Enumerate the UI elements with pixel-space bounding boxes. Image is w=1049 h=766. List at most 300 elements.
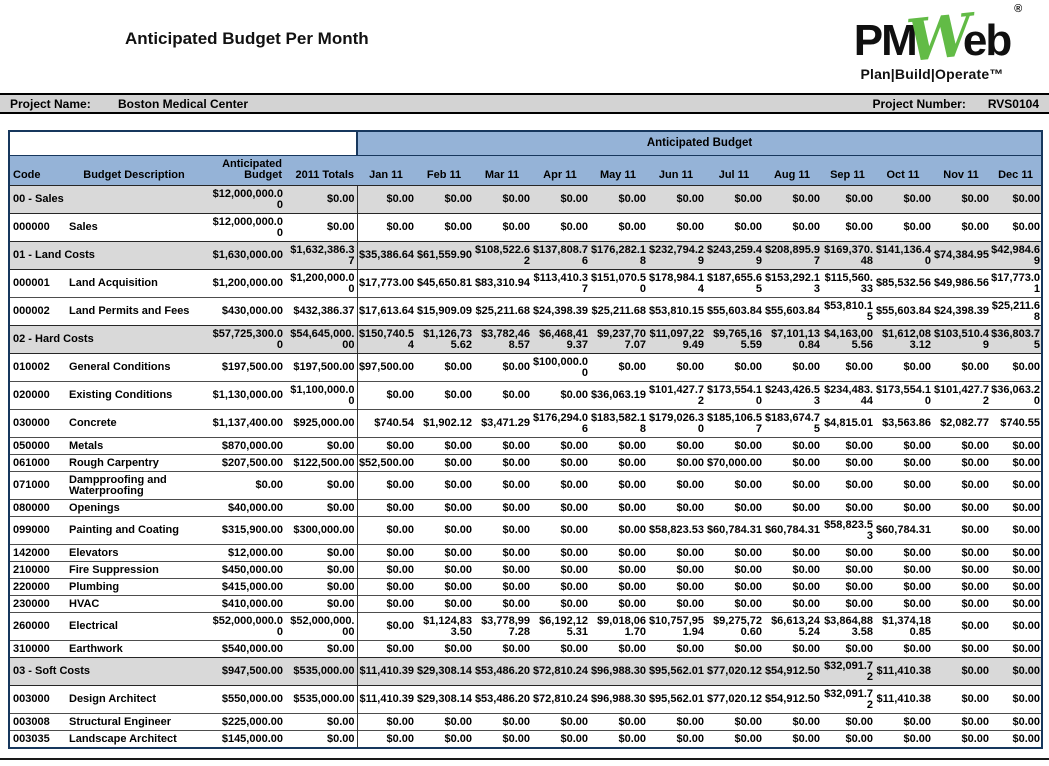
value-cell: $0.00: [473, 731, 531, 749]
value-cell: $0.00: [821, 562, 874, 579]
value-cell: $0.00: [763, 596, 821, 613]
value-cell: $54,912.50: [763, 658, 821, 686]
value-cell: $0.00: [932, 596, 990, 613]
value-cell: $0.00: [705, 731, 763, 749]
value-cell: $0.00: [357, 186, 415, 214]
value-cell: $0.00: [990, 500, 1042, 517]
value-cell: $0.00: [589, 579, 647, 596]
value-cell: $11,410.38: [874, 686, 932, 714]
value-cell: $101,427.72: [647, 382, 705, 410]
column-header-2011-totals: 2011 Totals: [285, 156, 357, 186]
value-cell: $103,510.49: [932, 326, 990, 354]
column-header-may: May 11: [589, 156, 647, 186]
value-cell: $0.00: [990, 714, 1042, 731]
value-cell: $4,815.01: [821, 410, 874, 438]
section-label: 02 - Hard Costs: [9, 326, 207, 354]
value-cell: $0.00: [531, 517, 589, 545]
value-cell: $0.00: [932, 714, 990, 731]
value-cell: $0.00: [415, 596, 473, 613]
value-cell: $53,486.20: [473, 686, 531, 714]
value-cell: $0.00: [285, 579, 357, 596]
value-cell: $243,426.53: [763, 382, 821, 410]
value-cell: $96,988.30: [589, 686, 647, 714]
value-cell: $176,282.18: [589, 242, 647, 270]
value-cell: $432,386.37: [285, 298, 357, 326]
value-cell: $1,130,000.00: [207, 382, 285, 410]
value-cell: $36,063.20: [990, 382, 1042, 410]
value-cell: $6,613,245.24: [763, 613, 821, 641]
value-cell: $0.00: [932, 500, 990, 517]
column-header-dec: Dec 11: [990, 156, 1042, 186]
value-cell: $151,070.50: [589, 270, 647, 298]
value-cell: $0.00: [589, 596, 647, 613]
value-cell: $0.00: [357, 613, 415, 641]
value-cell: $0.00: [932, 686, 990, 714]
value-cell: $74,384.95: [932, 242, 990, 270]
column-header-description: Budget Description: [61, 156, 207, 186]
value-cell: $3,778,997.28: [473, 613, 531, 641]
value-cell: $0.00: [589, 438, 647, 455]
section-label: 00 - Sales: [9, 186, 207, 214]
value-cell: $0.00: [531, 714, 589, 731]
value-cell: $870,000.00: [207, 438, 285, 455]
value-cell: $72,810.24: [531, 686, 589, 714]
value-cell: $0.00: [589, 214, 647, 242]
value-cell: $0.00: [285, 562, 357, 579]
budget-row: [9, 613, 1042, 641]
project-number-value: RVS0104: [987, 96, 1039, 111]
value-cell: $197,500.00: [285, 354, 357, 382]
value-cell: $52,000,000.00: [207, 613, 285, 641]
value-cell: $0.00: [415, 562, 473, 579]
budget-row: [9, 579, 1042, 596]
value-cell: $97,500.00: [357, 354, 415, 382]
value-cell: $0.00: [874, 214, 932, 242]
budget-row: [9, 455, 1042, 472]
value-cell: $178,984.14: [647, 270, 705, 298]
value-cell: $0.00: [705, 438, 763, 455]
value-cell: $0.00: [531, 455, 589, 472]
row-description: Land Acquisition: [61, 270, 207, 298]
value-cell: $3,563.86: [874, 410, 932, 438]
value-cell: $17,613.64: [357, 298, 415, 326]
value-cell: $0.00: [932, 354, 990, 382]
value-cell: $0.00: [589, 500, 647, 517]
section-row: [9, 242, 1042, 270]
value-cell: $0.00: [874, 455, 932, 472]
row-code: 050000: [9, 438, 61, 455]
value-cell: $0.00: [647, 354, 705, 382]
value-cell: $0.00: [763, 562, 821, 579]
value-cell: $0.00: [821, 186, 874, 214]
value-cell: $550,000.00: [207, 686, 285, 714]
value-cell: $0.00: [531, 214, 589, 242]
row-code: 080000: [9, 500, 61, 517]
value-cell: $208,895.97: [763, 242, 821, 270]
value-cell: $0.00: [763, 500, 821, 517]
value-cell: $0.00: [415, 186, 473, 214]
value-cell: $0.00: [473, 354, 531, 382]
value-cell: $1,137,400.00: [207, 410, 285, 438]
value-cell: $17,773.01: [990, 270, 1042, 298]
value-cell: $0.00: [531, 438, 589, 455]
value-cell: $0.00: [357, 641, 415, 658]
value-cell: $0.00: [705, 562, 763, 579]
value-cell: $70,000.00: [705, 455, 763, 472]
value-cell: $0.00: [874, 354, 932, 382]
value-cell: $179,026.30: [647, 410, 705, 438]
value-cell: $0.00: [473, 472, 531, 500]
column-header-aug: Aug 11: [763, 156, 821, 186]
value-cell: $450,000.00: [207, 562, 285, 579]
value-cell: $0.00: [415, 641, 473, 658]
value-cell: $1,200,000.00: [207, 270, 285, 298]
value-cell: $0.00: [531, 596, 589, 613]
row-code: 210000: [9, 562, 61, 579]
budget-row: [9, 298, 1042, 326]
value-cell: $0.00: [705, 354, 763, 382]
value-cell: $0.00: [415, 455, 473, 472]
row-code: 260000: [9, 613, 61, 641]
value-cell: $0.00: [932, 517, 990, 545]
value-cell: $0.00: [705, 714, 763, 731]
value-cell: $0.00: [647, 472, 705, 500]
corner-cell: [9, 131, 357, 156]
value-cell: $0.00: [589, 472, 647, 500]
value-cell: $740.55: [990, 410, 1042, 438]
value-cell: $0.00: [285, 500, 357, 517]
value-cell: $7,101,130.84: [763, 326, 821, 354]
value-cell: $0.00: [415, 714, 473, 731]
value-cell: $61,559.90: [415, 242, 473, 270]
column-header-jun: Jun 11: [647, 156, 705, 186]
value-cell: $0.00: [821, 731, 874, 749]
section-label: 01 - Land Costs: [9, 242, 207, 270]
value-cell: $0.00: [874, 714, 932, 731]
row-description: Landscape Architect: [61, 731, 207, 749]
value-cell: $0.00: [932, 562, 990, 579]
value-cell: $0.00: [705, 500, 763, 517]
value-cell: $0.00: [285, 714, 357, 731]
value-cell: $0.00: [763, 641, 821, 658]
value-cell: $169,370.48: [821, 242, 874, 270]
value-cell: $197,500.00: [207, 354, 285, 382]
value-cell: $0.00: [821, 579, 874, 596]
value-cell: $173,554.10: [705, 382, 763, 410]
value-cell: $0.00: [473, 714, 531, 731]
value-cell: $0.00: [990, 562, 1042, 579]
value-cell: $29,308.14: [415, 686, 473, 714]
value-cell: $0.00: [874, 731, 932, 749]
value-cell: $0.00: [357, 438, 415, 455]
value-cell: $0.00: [763, 714, 821, 731]
value-cell: $83,310.94: [473, 270, 531, 298]
column-header-apr: Apr 11: [531, 156, 589, 186]
value-cell: $0.00: [589, 641, 647, 658]
value-cell: $0.00: [473, 641, 531, 658]
value-cell: $925,000.00: [285, 410, 357, 438]
row-description: Metals: [61, 438, 207, 455]
value-cell: $0.00: [932, 545, 990, 562]
value-cell: $0.00: [763, 186, 821, 214]
logo-green-w: W: [903, 0, 976, 76]
value-cell: $53,486.20: [473, 658, 531, 686]
value-cell: $0.00: [821, 455, 874, 472]
span-header-row: [9, 131, 1042, 156]
value-cell: $0.00: [473, 579, 531, 596]
section-label: 03 - Soft Costs: [9, 658, 207, 686]
row-description: Concrete: [61, 410, 207, 438]
value-cell: $0.00: [415, 579, 473, 596]
row-code: 000002: [9, 298, 61, 326]
value-cell: $1,124,833.50: [415, 613, 473, 641]
value-cell: $0.00: [473, 500, 531, 517]
value-cell: $0.00: [647, 562, 705, 579]
budget-row: [9, 410, 1042, 438]
value-cell: $0.00: [932, 186, 990, 214]
value-cell: $0.00: [874, 545, 932, 562]
project-name-label: Project Name:: [10, 96, 91, 111]
value-cell: $0.00: [821, 472, 874, 500]
value-cell: $1,632,386.37: [285, 242, 357, 270]
value-cell: $0.00: [589, 186, 647, 214]
value-cell: $55,603.84: [763, 298, 821, 326]
value-cell: $0.00: [821, 354, 874, 382]
value-cell: $0.00: [647, 714, 705, 731]
row-code: 003035: [9, 731, 61, 749]
value-cell: $77,020.12: [705, 658, 763, 686]
budget-table-body: [9, 186, 1042, 749]
value-cell: $1,630,000.00: [207, 242, 285, 270]
value-cell: $0.00: [932, 472, 990, 500]
value-cell: $0.00: [415, 354, 473, 382]
value-cell: $0.00: [285, 596, 357, 613]
value-cell: $0.00: [285, 731, 357, 749]
project-number-label: Project Number:: [872, 96, 966, 111]
value-cell: $0.00: [531, 579, 589, 596]
value-cell: $0.00: [763, 455, 821, 472]
value-cell: $0.00: [531, 382, 589, 410]
value-cell: $0.00: [415, 517, 473, 545]
row-code: 000001: [9, 270, 61, 298]
anticipated-budget-table: [8, 130, 1043, 749]
column-header-sep: Sep 11: [821, 156, 874, 186]
value-cell: $57,725,300.00: [207, 326, 285, 354]
value-cell: $0.00: [589, 354, 647, 382]
project-name-value: Boston Medical Center: [118, 96, 249, 111]
value-cell: $12,000.00: [207, 545, 285, 562]
column-header-jul: Jul 11: [705, 156, 763, 186]
value-cell: $0.00: [647, 641, 705, 658]
value-cell: $60,784.31: [705, 517, 763, 545]
value-cell: $0.00: [647, 596, 705, 613]
value-cell: $0.00: [357, 214, 415, 242]
row-code: 099000: [9, 517, 61, 545]
value-cell: $0.00: [415, 214, 473, 242]
value-cell: $740.54: [357, 410, 415, 438]
value-cell: $11,097,229.49: [647, 326, 705, 354]
row-code: 010002: [9, 354, 61, 382]
row-description: Existing Conditions: [61, 382, 207, 410]
column-header-row: [9, 156, 1042, 186]
row-description: Painting and Coating: [61, 517, 207, 545]
value-cell: $176,294.06: [531, 410, 589, 438]
value-cell: $0.00: [473, 596, 531, 613]
value-cell: $315,900.00: [207, 517, 285, 545]
value-cell: $1,126,735.62: [415, 326, 473, 354]
value-cell: $1,200,000.00: [285, 270, 357, 298]
budget-row: [9, 472, 1042, 500]
value-cell: $410,000.00: [207, 596, 285, 613]
budget-row: [9, 214, 1042, 242]
value-cell: $32,091.72: [821, 686, 874, 714]
row-description: Plumbing: [61, 579, 207, 596]
pmweb-logo: [827, 0, 1037, 82]
budget-row: [9, 438, 1042, 455]
row-description: General Conditions: [61, 354, 207, 382]
row-description: Dampproofing and Waterproofing: [61, 472, 207, 500]
value-cell: $0.00: [415, 500, 473, 517]
value-cell: $430,000.00: [207, 298, 285, 326]
value-cell: $0.00: [763, 214, 821, 242]
value-cell: $0.00: [932, 579, 990, 596]
budget-row: [9, 545, 1042, 562]
value-cell: $0.00: [357, 545, 415, 562]
value-cell: $58,823.53: [647, 517, 705, 545]
value-cell: $0.00: [990, 472, 1042, 500]
value-cell: $6,468,419.37: [531, 326, 589, 354]
value-cell: $9,765,165.59: [705, 326, 763, 354]
value-cell: $0.00: [589, 731, 647, 749]
value-cell: $60,784.31: [874, 517, 932, 545]
value-cell: $0.00: [357, 500, 415, 517]
value-cell: $0.00: [647, 545, 705, 562]
value-cell: $3,471.29: [473, 410, 531, 438]
value-cell: $0.00: [705, 641, 763, 658]
value-cell: $0.00: [415, 545, 473, 562]
value-cell: $1,902.12: [415, 410, 473, 438]
budget-row: [9, 517, 1042, 545]
value-cell: $122,500.00: [285, 455, 357, 472]
value-cell: $85,532.56: [874, 270, 932, 298]
value-cell: $153,292.13: [763, 270, 821, 298]
value-cell: $0.00: [705, 186, 763, 214]
value-cell: $0.00: [821, 641, 874, 658]
value-cell: $0.00: [357, 714, 415, 731]
value-cell: $1,612,083.12: [874, 326, 932, 354]
budget-row: [9, 714, 1042, 731]
value-cell: $9,018,061.70: [589, 613, 647, 641]
value-cell: $53,810.15: [647, 298, 705, 326]
row-description: Fire Suppression: [61, 562, 207, 579]
value-cell: $11,410.39: [357, 658, 415, 686]
value-cell: $0.00: [990, 517, 1042, 545]
value-cell: $243,259.49: [705, 242, 763, 270]
row-description: Sales: [61, 214, 207, 242]
value-cell: $25,211.68: [589, 298, 647, 326]
value-cell: $0.00: [647, 214, 705, 242]
registered-trademark-icon: ®: [1014, 3, 1023, 15]
value-cell: $15,909.09: [415, 298, 473, 326]
value-cell: $0.00: [990, 731, 1042, 749]
value-cell: $40,000.00: [207, 500, 285, 517]
page-title: Anticipated Budget Per Month: [125, 29, 369, 48]
value-cell: $115,560.33: [821, 270, 874, 298]
value-cell: $0.00: [647, 438, 705, 455]
value-cell: $0.00: [990, 214, 1042, 242]
value-cell: $0.00: [874, 641, 932, 658]
value-cell: $24,398.39: [531, 298, 589, 326]
value-cell: $0.00: [589, 562, 647, 579]
value-cell: $0.00: [990, 579, 1042, 596]
value-cell: $55,603.84: [705, 298, 763, 326]
column-header-feb: Feb 11: [415, 156, 473, 186]
row-description: Openings: [61, 500, 207, 517]
value-cell: $0.00: [874, 579, 932, 596]
value-cell: $0.00: [589, 545, 647, 562]
column-header-mar: Mar 11: [473, 156, 531, 186]
value-cell: $0.00: [357, 731, 415, 749]
value-cell: $0.00: [705, 579, 763, 596]
value-cell: $25,211.68: [473, 298, 531, 326]
value-cell: $0.00: [589, 455, 647, 472]
value-cell: $60,784.31: [763, 517, 821, 545]
value-cell: $12,000,000.00: [207, 214, 285, 242]
anticipated-budget-span-header: Anticipated Budget: [357, 131, 1042, 156]
value-cell: $54,912.50: [763, 686, 821, 714]
value-cell: $0.00: [990, 613, 1042, 641]
row-description: Earthwork: [61, 641, 207, 658]
value-cell: $0.00: [531, 186, 589, 214]
value-cell: $187,655.65: [705, 270, 763, 298]
value-cell: $0.00: [990, 596, 1042, 613]
value-cell: $35,386.64: [357, 242, 415, 270]
value-cell: $0.00: [415, 472, 473, 500]
value-cell: $0.00: [285, 214, 357, 242]
value-cell: $0.00: [763, 545, 821, 562]
value-cell: $0.00: [473, 214, 531, 242]
value-cell: $150,740.54: [357, 326, 415, 354]
value-cell: $36,063.19: [589, 382, 647, 410]
value-cell: $137,808.76: [531, 242, 589, 270]
value-cell: $0.00: [531, 472, 589, 500]
value-cell: $0.00: [763, 438, 821, 455]
value-cell: $3,864,883.58: [821, 613, 874, 641]
value-cell: $0.00: [874, 438, 932, 455]
value-cell: $9,237,707.07: [589, 326, 647, 354]
row-code: 230000: [9, 596, 61, 613]
section-row: [9, 186, 1042, 214]
value-cell: $0.00: [821, 438, 874, 455]
value-cell: $0.00: [705, 545, 763, 562]
budget-row: [9, 686, 1042, 714]
value-cell: $0.00: [415, 382, 473, 410]
column-header-anticipated-budget: Anticipated Budget: [207, 156, 285, 186]
value-cell: $0.00: [285, 186, 357, 214]
logo-text-eb: eb: [962, 16, 1011, 65]
value-cell: $36,803.75: [990, 326, 1042, 354]
row-code: 020000: [9, 382, 61, 410]
value-cell: $0.00: [357, 382, 415, 410]
value-cell: $101,427.72: [932, 382, 990, 410]
value-cell: $0.00: [990, 658, 1042, 686]
value-cell: $96,988.30: [589, 658, 647, 686]
value-cell: $72,810.24: [531, 658, 589, 686]
value-cell: $0.00: [874, 186, 932, 214]
value-cell: $535,000.00: [285, 686, 357, 714]
row-description: Rough Carpentry: [61, 455, 207, 472]
value-cell: $0.00: [763, 731, 821, 749]
